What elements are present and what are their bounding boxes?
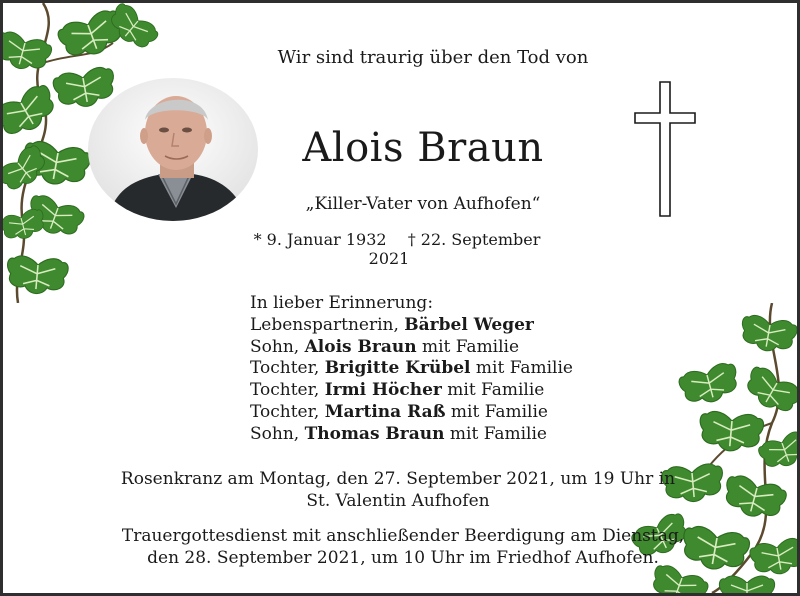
family-member: Tochter, Brigitte Krübel mit Familie [250,358,573,379]
family-member: Sohn, Thomas Braun mit Familie [250,423,547,444]
cross-icon [633,81,697,217]
death-date: † 22. September 2021 [368,230,541,268]
family-member: Tochter, Irmi Höcher mit Familie [250,380,545,401]
family-member: Tochter, Martina Raß mit Familie [250,401,548,422]
funeral-info: Trauergottesdienst mit anschließender Beerdigung am Dienstag, den 28. September 2021, um 10 Uhr im Friedhof Aufhofen. [121,526,685,568]
life-dates [233,230,553,268]
family-member: Sohn, Alois Braun mit Familie [250,336,520,357]
memory-heading: In lieber Erinnerung: [250,293,434,313]
birth-date: * 9. Januar 1932 [253,230,387,249]
deceased-name: Alois Braun [302,125,544,171]
intro-text: Wir sind traurig über den Tod von [277,47,589,68]
family-member: Lebenspartnerin, Bärbel Weger [250,314,534,335]
nickname: „Killer-Vater von Aufhofen“ [305,194,541,214]
family-list [250,293,573,446]
portrait-photo [88,78,258,221]
rosary-info: Rosenkranz am Montag, den 27. September 2021, um 19 Uhr in St. Valentin Aufhofen [120,469,676,511]
